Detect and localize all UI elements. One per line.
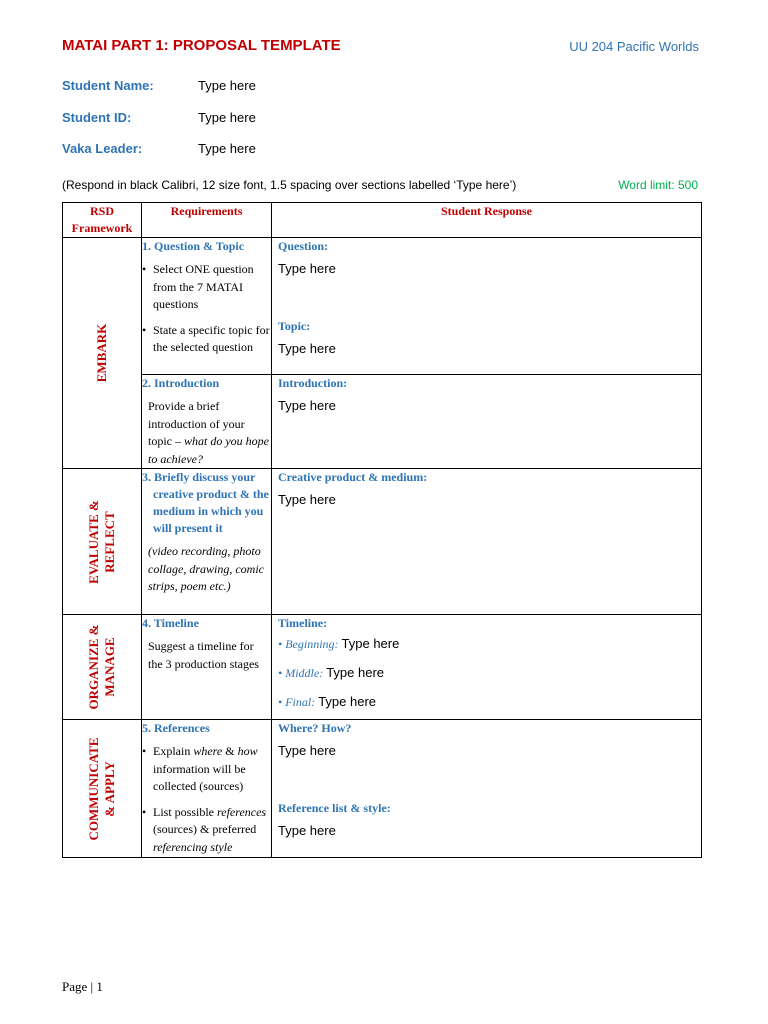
req-text-italic: what do you hope to achieve? xyxy=(148,434,269,466)
timeline-item: • Middle: Type here xyxy=(278,665,385,680)
label-line: COMMUNICATE xyxy=(86,736,101,841)
label-line: REFLECT xyxy=(102,510,117,573)
resp-creative-product xyxy=(272,469,702,615)
header-requirements: Requirements xyxy=(142,203,272,238)
timeline-item: • Beginning: Type here xyxy=(278,636,400,651)
timeline-item-field[interactable]: Type here xyxy=(341,636,400,651)
label-line: ORGANIZE & xyxy=(86,624,101,710)
label-line: & APPLY xyxy=(102,760,117,817)
resp-where-how-field[interactable]: Type here xyxy=(278,743,336,758)
rsd-organize-manage xyxy=(63,615,142,720)
rsd-evaluate-reflect xyxy=(63,469,142,615)
req-timeline xyxy=(142,615,272,720)
resp-question-topic xyxy=(272,238,702,375)
timeline-item-label: Beginning: xyxy=(285,637,339,651)
course-name: UU 204 Pacific Worlds xyxy=(569,39,699,54)
resp-introduction-field[interactable]: Type here xyxy=(278,398,336,413)
resp-reference-list-field[interactable]: Type here xyxy=(278,823,336,838)
communicate-apply-label xyxy=(86,737,118,840)
resp-introduction xyxy=(272,375,702,469)
req-text xyxy=(142,398,271,468)
req-heading: 1. Question & Topic xyxy=(142,239,245,253)
timeline-item-label: Final: xyxy=(285,695,316,709)
resp-timeline xyxy=(272,615,702,720)
req-bullet: • Select ONE question from the 7 MATAI questions xyxy=(142,261,271,314)
timeline-item-label: Middle: xyxy=(285,666,324,680)
req-bullet: • List possible references (sources) & preferred referencing style xyxy=(142,804,271,857)
vaka-leader-field[interactable]: Type here xyxy=(198,141,256,156)
resp-creative-field[interactable]: Type here xyxy=(278,492,336,507)
req-text: Suggest a timeline for the 3 production stages xyxy=(148,639,259,671)
timeline-item-field[interactable]: Type here xyxy=(326,665,385,680)
req-heading: 4. Timeline xyxy=(142,616,199,630)
req-creative-product xyxy=(142,469,272,615)
resp-reference-list-label: Reference list & style: xyxy=(278,801,391,815)
student-name-field[interactable]: Type here xyxy=(198,78,256,93)
evaluate-reflect-label xyxy=(86,500,118,584)
req-note: (video recording, photo collage, drawing, comic strips, poem etc.) xyxy=(148,544,264,593)
page-number: Page | 1 xyxy=(62,979,103,994)
resp-where-how-label: Where? How? xyxy=(278,721,352,735)
label-line: MANAGE xyxy=(102,637,117,697)
req-heading: 2. Introduction xyxy=(142,376,220,390)
word-limit: Word limit: 500 xyxy=(618,178,698,192)
resp-topic-field[interactable]: Type here xyxy=(278,341,336,356)
resp-question-label: Question: xyxy=(278,239,329,253)
document-title: MATAI PART 1: PROPOSAL TEMPLATE xyxy=(62,37,341,54)
timeline-item-field[interactable]: Type here xyxy=(318,694,377,709)
resp-topic-label: Topic: xyxy=(278,319,311,333)
proposal-table xyxy=(62,202,702,858)
req-introduction xyxy=(142,375,272,469)
req-references xyxy=(142,720,272,858)
req-text-part: Provide a brief introduction of your topic – xyxy=(148,399,245,448)
req-question-topic xyxy=(142,238,272,375)
student-id-field[interactable]: Type here xyxy=(198,110,256,125)
organize-manage-label xyxy=(86,625,118,710)
student-name-label: Student Name: xyxy=(62,78,154,93)
label-line: EVALUATE & xyxy=(86,499,101,584)
req-heading: 5. References xyxy=(142,721,210,735)
resp-references xyxy=(272,720,702,858)
req-bullet: • State a specific topic for the selected question xyxy=(142,322,271,357)
embark-label: EMBARK xyxy=(94,323,109,383)
resp-creative-label: Creative product & medium: xyxy=(278,470,428,484)
timeline-item: • Final: Type here xyxy=(278,694,377,709)
resp-introduction-label: Introduction: xyxy=(278,376,348,390)
req-heading: 3. Briefly discuss your creative product & the medium in which you will present it xyxy=(142,470,269,535)
vaka-leader-label: Vaka Leader: xyxy=(62,141,143,156)
resp-timeline-label: Timeline: xyxy=(278,616,328,630)
req-bullet: • Explain where & how information will be collected (sources) xyxy=(142,743,271,796)
instructions: (Respond in black Calibri, 12 size font, 1.5 spacing over sections labelled ‘Type here’) xyxy=(62,178,517,192)
rsd-embark xyxy=(63,238,142,469)
header-rsd-framework: RSD Framework xyxy=(63,203,142,238)
student-id-label: Student ID: xyxy=(62,110,132,125)
resp-question-field[interactable]: Type here xyxy=(278,261,336,276)
header-student-response: Student Response xyxy=(272,203,702,238)
rsd-communicate-apply xyxy=(63,720,142,858)
